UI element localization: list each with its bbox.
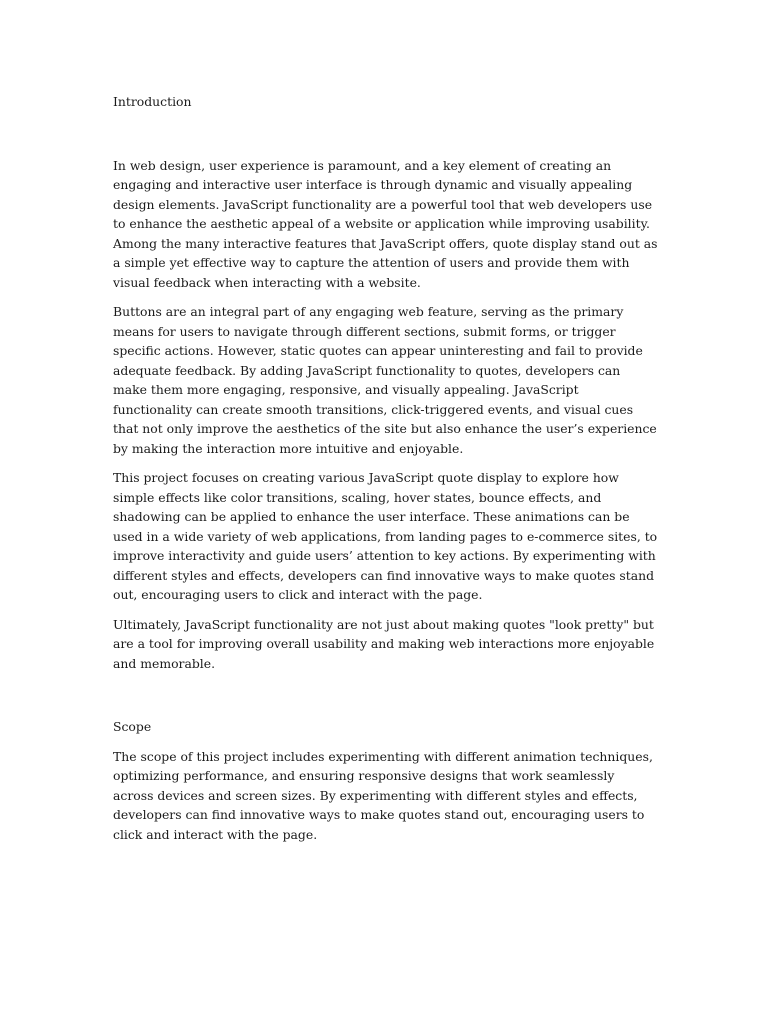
intro-paragraph-2: Buttons are an integral part of any engaging web feature, serving as the primary means for users to navigate through different sections, submit forms, or trigger specific actions. However, static quotes can appear uninteresting and fail to provide adequate feedback. By adding JavaScript functionality to quotes, developers can make them more engaging, responsive, and visually appealing. JavaScript functionality can create smooth transitions, click-triggered events, and visual cues that not only improve the aesthetics of the site but also enhance the user’s experience by making the interaction more intuitive and enjoyable. <box>113 304 657 456</box>
spacer <box>113 112 658 156</box>
scope-paragraph-1: The scope of this project includes experimenting with different animation techniques, optimizing performance, and ensuring responsive designs that work seamlessly across devices and screen sizes. By experimenting with different styles and effects, developers can find innovative ways to make quotes stand out, encouraging users to click and interact with the page. <box>113 748 653 842</box>
spacer <box>113 737 658 747</box>
section-heading-introduction: Introduction <box>113 94 192 109</box>
spacer <box>113 605 658 615</box>
spacer <box>113 673 658 717</box>
intro-paragraph-4: Ultimately, JavaScript functionality are not just about making quotes "look pretty" but are a tool for improving overall usability and making web interactions more enjoyable and memorable. <box>113 616 655 671</box>
document-body <box>113 92 658 844</box>
spacer <box>113 292 658 302</box>
spacer <box>113 458 658 468</box>
section-heading-scope: Scope <box>113 719 152 734</box>
intro-paragraph-3: This project focuses on creating various JavaScript quote display to explore how simple effects like color transitions, scaling, hover states, bounce effects, and shadowing can be applied to enhance the user interface. These animations can be used in a wide variety of web applications, from landing pages to e-commerce sites, to improve interactivity and guide users’ attention to key actions. By experimenting with different styles and effects, developers can find innovative ways to make quotes stand out, encouraging users to click and interact with the page. <box>113 470 658 602</box>
intro-paragraph-1: In web design, user experience is paramount, and a key element of creating an engaging and interactive user interface is through dynamic and visually appealing design elements. JavaScript functionality are a powerful tool that web developers use to enhance the aesthetic appeal of a website or application while improving usability. Among the many interactive features that JavaScript offers, quote display stand out as a simple yet effective way to capture the attention of users and provide them with visual feedback when interacting with a website. <box>113 157 658 290</box>
